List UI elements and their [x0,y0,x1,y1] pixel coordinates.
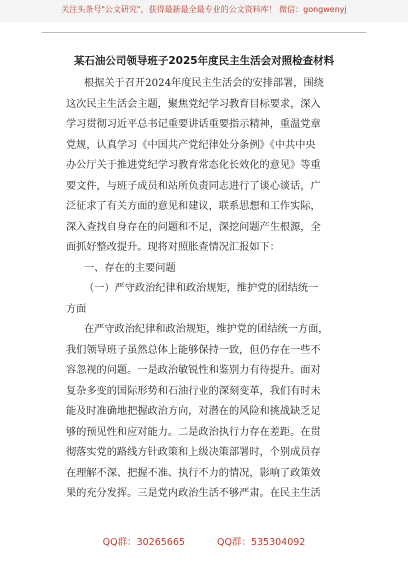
footer-contact [0,534,408,548]
paragraph-line: 在理解不深、把握不准、执行不力的情况，影响了政策效 [66,467,321,479]
header-banner-text: 关注头条号"公文研究"，获得最新最全最专业的公文资料库！ 微信：gongwenyj [61,5,347,14]
paragraph-line: 复杂多变的国际形势和石油行业的深刻变革，我们有时未 [66,385,321,397]
paragraph-line: 在严守政治纪律和政治规矩，维护党的团结统一方面， [84,324,329,335]
paragraph-line: 要文件，与班子成员和站所负责同志进行了谈心谈话，广 [66,180,321,192]
header-divider [42,32,366,33]
paragraph-line: 党规，认真学习《中国共产党纪律处分条例》《中共中央 [66,139,316,151]
paragraph-line: 泛征求了有关方面的意见和建议，联系思想和工作实际， [66,201,321,212]
footer-qq-group-1: QQ群：30265665 [102,537,185,548]
footer-qq-group-2: QQ群：535304092 [217,537,306,548]
paragraph-line: 彻落实党的路线方针政策和上级决策部署时，个别成员存 [66,447,321,458]
paragraph-line: 果的充分发挥。三是党内政治生活不够严肃。在民主生活 [66,488,321,499]
paragraph-line: 面抓好整改提升。现将对照胀查情况汇报如下： [66,242,280,253]
document-body [66,74,356,505]
paragraph-line: 这次民主生活会主题，聚焦党纪学习教育目标要求，深入 [66,98,321,110]
paragraph-line: 容忽视的问题。一是政治敏锐性和鉴别力有待提升。面对 [66,365,321,376]
subsection-heading-continued: 方面 [66,303,87,315]
paragraph-line: 根据关于召开2024年度民主生活会的安排部署，围绕 [84,78,324,89]
paragraph-line: 够的预见性和应对能力。二是政治执行力存在差距。在贯 [66,426,321,438]
paragraph-line: 深入查找自身存在的问题和不足，深挖问题产生根源，全 [66,221,321,233]
paragraph-line: 办公厅关于推进党纪学习教育常态化长效化的意见》等重 [66,160,321,171]
section-heading: 一、存在的主要问题 [84,262,176,274]
paragraph-line: 能及时准确地把握政治方向，对潜在的风险和挑战缺乏足 [66,406,321,417]
paragraph-line: 我们领导班子虽然总体上能够保持一致，但仍存在一些不 [66,344,321,356]
document-title: 某石油公司领导班子2025年度民主生活会对照检查材料 [73,55,335,67]
subsection-heading: （一）严守政治纪律和政治规矩，维护党的团结统一 [84,283,319,294]
header-banner [0,0,408,22]
paragraph-line: 学习贯彻习近平总书记重要讲话重要指示精神，重温党章 [66,119,321,130]
